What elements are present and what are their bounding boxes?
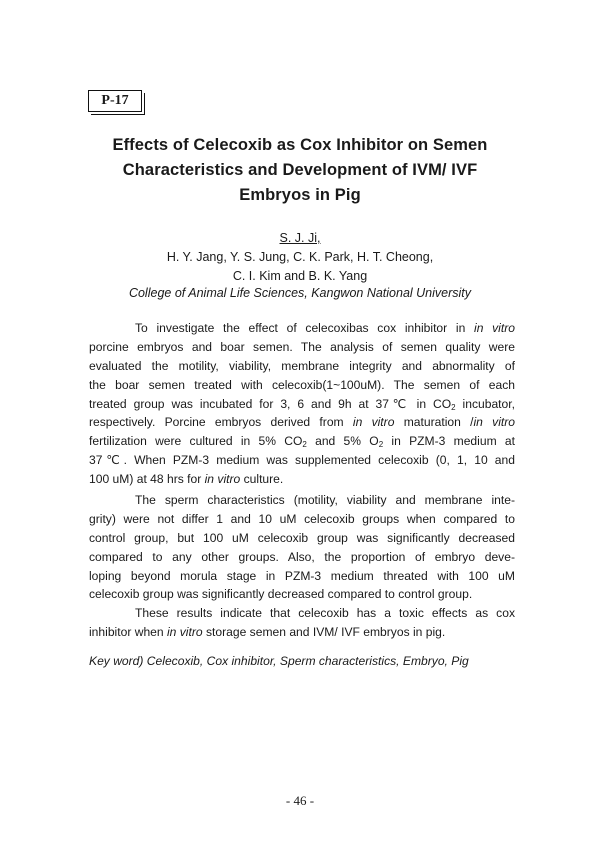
title-line-1: Effects of Celecoxib as Cox Inhibitor on Semen	[112, 136, 488, 154]
abstract-line: compared to any other groups. Also, the proportion of embryo deve-	[89, 549, 515, 564]
paper-title	[60, 133, 540, 208]
title-line-2: Characteristics and Development of IVM/ IVF	[122, 161, 478, 179]
abstract-line: respectively. Porcine embryos derived from in vitro maturation /in vitro	[89, 415, 515, 430]
keywords: Key word) Celecoxib, Cox inhibitor, Sperm characteristics, Embryo, Pig	[89, 654, 469, 668]
affiliation: College of Animal Life Sciences, Kangwon National University	[128, 286, 472, 300]
abstract-line: the boar semen treated with celecoxib(1~100uM). The semen of each	[89, 377, 515, 392]
authors-line-1	[80, 229, 520, 267]
authors-line-2: C. I. Kim and B. K. Yang	[232, 269, 368, 283]
abstract-body	[89, 319, 515, 642]
abstract-line: The sperm characteristics (motility, viability and membrane inte-	[135, 493, 515, 508]
abstract-line: These results indicate that celecoxib has a toxic effects as cox	[135, 606, 515, 621]
co-authors: H. Y. Jang, Y. S. Jung, C. K. Park, H. T. Cheong,	[166, 250, 434, 264]
abstract-line: porcine embryos and boar semen. The analysis of semen quality were	[89, 339, 515, 354]
abstract-line: treated group was incubated for 3, 6 and 9h at 37℃ in $CO_2$ incubator,	[89, 396, 515, 412]
abstract-line: To investigate the effect of celecoxibas cox inhibitor in in vitro	[135, 321, 515, 335]
title-line-3: Embryos in Pig	[239, 186, 361, 204]
abstract-line: 100 uM) at 48 hrs for in vitro culture.	[89, 472, 284, 487]
poster-id: P-17	[101, 93, 129, 108]
poster-id-box	[88, 90, 142, 112]
page-number: - 46 -	[285, 793, 315, 808]
abstract-line: control group, but 100 uM celecoxib group was significantly decreased	[89, 530, 515, 545]
abstract-line: inhibitor when in vitro storage semen and IVM/ IVF embryos in pig.	[89, 625, 446, 640]
abstract-line: evaluated the motility, viability, membrane integrity and abnormality of	[89, 358, 515, 373]
abstract-line: 37℃. When PZM-3 medium was supplemented celecoxib (0, 1, 10 and	[89, 453, 515, 468]
abstract-line: loping beyond morula stage in PZM-3 medium threated with 100 uM	[89, 568, 515, 583]
abstract-line: celecoxib group was significantly decreased compared to control group.	[89, 587, 473, 602]
abstract-line: grity) were not differ 1 and 10 uM celecoxib groups when compared to	[89, 511, 515, 526]
author-list	[80, 229, 520, 286]
abstract-line: fertilization were cultured in 5% $CO_2$ and 5% $O_2$ in PZM-3 medium at	[89, 434, 515, 450]
presenting-author: S. J. Ji,	[279, 231, 321, 245]
